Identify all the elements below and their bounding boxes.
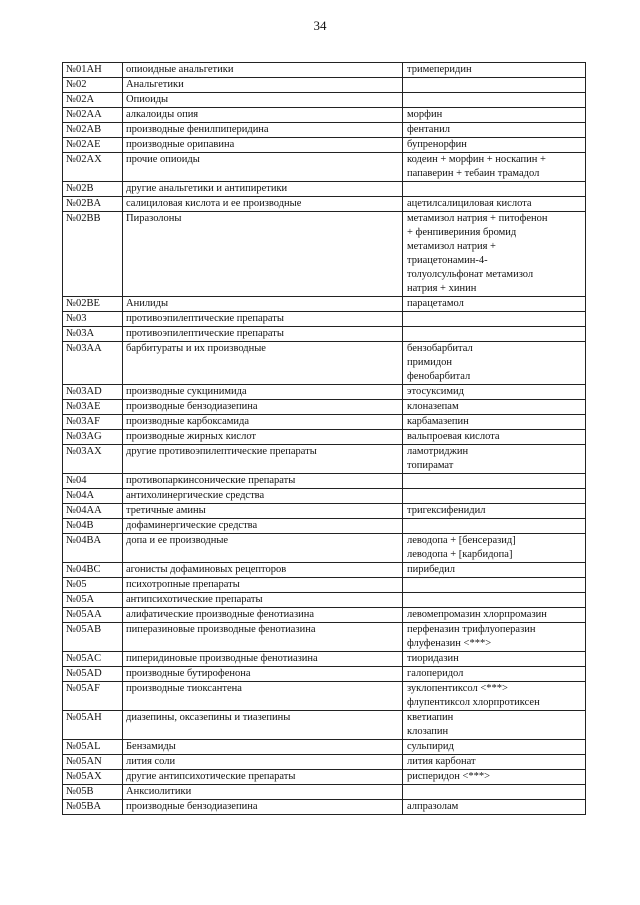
table-body xyxy=(63,63,586,815)
atc-code-cell: №02AA xyxy=(63,108,123,123)
table-row xyxy=(63,519,586,534)
group-name-cell: антихолинергические средства xyxy=(123,489,403,504)
drug-list-cell xyxy=(403,519,586,534)
drug-list-cell xyxy=(403,770,586,785)
atc-code-cell: №05 xyxy=(63,578,123,593)
drug-classification-table xyxy=(62,62,586,815)
atc-code-cell: №02AB xyxy=(63,123,123,138)
atc-code-cell: №02A xyxy=(63,93,123,108)
drug-list-cell xyxy=(403,153,586,182)
drug-name: тримеперидин xyxy=(407,64,472,75)
drug-name: лития карбонат xyxy=(407,756,476,767)
group-name-cell: агонисты дофаминовых рецепторов xyxy=(123,563,403,578)
atc-code-cell: №05AL xyxy=(63,740,123,755)
drug-name: клоназепам xyxy=(407,401,459,412)
drug-list-cell xyxy=(403,800,586,815)
table-row xyxy=(63,327,586,342)
table-row xyxy=(63,593,586,608)
table-row xyxy=(63,578,586,593)
drug-list-cell xyxy=(403,78,586,93)
drug-list-cell xyxy=(403,534,586,563)
table-row xyxy=(63,563,586,578)
atc-code-cell: №05AN xyxy=(63,755,123,770)
atc-code-cell: №03AX xyxy=(63,445,123,474)
atc-code-cell: №05BA xyxy=(63,800,123,815)
drug-list-cell xyxy=(403,682,586,711)
drug-list-cell xyxy=(403,711,586,740)
table-row xyxy=(63,108,586,123)
drug-name: тригексифенидил xyxy=(407,505,486,516)
table-row xyxy=(63,312,586,327)
atc-code-cell: №04 xyxy=(63,474,123,489)
group-name-cell: Анальгетики xyxy=(123,78,403,93)
drug-list-cell xyxy=(403,342,586,385)
group-name-cell: алифатические производные фенотиазина xyxy=(123,608,403,623)
table-row xyxy=(63,430,586,445)
drug-name: бупренорфин xyxy=(407,139,467,150)
drug-list-cell xyxy=(403,593,586,608)
drug-name: метамизол натрия + xyxy=(407,241,496,252)
group-name-cell: пиперидиновые производные фенотиазина xyxy=(123,652,403,667)
drug-name: триацетонамин-4- xyxy=(407,255,488,266)
atc-code-cell: №05A xyxy=(63,593,123,608)
drug-list-cell xyxy=(403,474,586,489)
group-name-cell: дофаминергические средства xyxy=(123,519,403,534)
group-name-cell: Пиразолоны xyxy=(123,212,403,297)
table-row xyxy=(63,800,586,815)
group-name-cell: другие антипсихотические препараты xyxy=(123,770,403,785)
group-name-cell: Анксиолитики xyxy=(123,785,403,800)
page-number: 34 xyxy=(313,18,327,33)
drug-list-cell xyxy=(403,385,586,400)
drug-list-cell xyxy=(403,563,586,578)
table-row xyxy=(63,755,586,770)
drug-name: этосуксимид xyxy=(407,386,464,397)
drug-list-cell xyxy=(403,312,586,327)
atc-code-cell: №03 xyxy=(63,312,123,327)
drug-list-cell xyxy=(403,652,586,667)
atc-code-cell: №02B xyxy=(63,182,123,197)
table-row xyxy=(63,711,586,740)
atc-code-cell: №02BB xyxy=(63,212,123,297)
drug-list-cell xyxy=(403,578,586,593)
drug-name: кветиапин xyxy=(407,712,454,723)
drug-list-cell xyxy=(403,182,586,197)
drug-name: леводопа + [бенсеразид] xyxy=(407,535,516,546)
table-row xyxy=(63,153,586,182)
table-row xyxy=(63,78,586,93)
group-name-cell: Опиоиды xyxy=(123,93,403,108)
atc-code-cell: №01AH xyxy=(63,63,123,78)
drug-name: топирамат xyxy=(407,460,454,471)
group-name-cell: диазепины, оксазепины и тиазепины xyxy=(123,711,403,740)
drug-name: вальпроевая кислота xyxy=(407,431,500,442)
group-name-cell: производные сукцинимида xyxy=(123,385,403,400)
group-name-cell: производные жирных кислот xyxy=(123,430,403,445)
group-name-cell: производные бензодиазепина xyxy=(123,800,403,815)
drug-name: кодеин + морфин + носкапин + xyxy=(407,154,546,165)
drug-name: алпразолам xyxy=(407,801,459,812)
group-name-cell: барбитураты и их производные xyxy=(123,342,403,385)
table-row xyxy=(63,534,586,563)
group-name-cell: другие анальгетики и антипиретики xyxy=(123,182,403,197)
table-row xyxy=(63,770,586,785)
atc-code-cell: №05AC xyxy=(63,652,123,667)
atc-code-cell: №05B xyxy=(63,785,123,800)
drug-name: тиоридазин xyxy=(407,653,459,664)
table-row xyxy=(63,415,586,430)
group-name-cell: противоэпилептические препараты xyxy=(123,312,403,327)
group-name-cell: противопаркинсонические препараты xyxy=(123,474,403,489)
group-name-cell: антипсихотические препараты xyxy=(123,593,403,608)
drug-list-cell xyxy=(403,400,586,415)
table-row xyxy=(63,212,586,297)
group-name-cell: противоэпилептические препараты xyxy=(123,327,403,342)
drug-name: морфин xyxy=(407,109,443,120)
table-row xyxy=(63,489,586,504)
drug-list-cell xyxy=(403,489,586,504)
table-row xyxy=(63,182,586,197)
drug-list-cell xyxy=(403,504,586,519)
table-row xyxy=(63,445,586,474)
table-row xyxy=(63,474,586,489)
atc-code-cell: №03AF xyxy=(63,415,123,430)
drug-name: ламотриджин xyxy=(407,446,469,457)
group-name-cell: допа и ее производные xyxy=(123,534,403,563)
drug-list-cell xyxy=(403,63,586,78)
table-row xyxy=(63,400,586,415)
drug-name: натрия + хинин xyxy=(407,283,477,294)
atc-code-cell: №05AD xyxy=(63,667,123,682)
atc-code-cell: №05AF xyxy=(63,682,123,711)
drug-list-cell xyxy=(403,740,586,755)
group-name-cell: производные карбоксамида xyxy=(123,415,403,430)
atc-code-cell: №02BA xyxy=(63,197,123,212)
drug-name: рисперидон <***> xyxy=(407,771,491,782)
table-row xyxy=(63,608,586,623)
drug-name: парацетамол xyxy=(407,298,464,309)
atc-code-cell: №04AA xyxy=(63,504,123,519)
drug-list-cell xyxy=(403,755,586,770)
drug-list-cell xyxy=(403,297,586,312)
atc-code-cell: №03AG xyxy=(63,430,123,445)
table-row xyxy=(63,623,586,652)
table-row xyxy=(63,785,586,800)
atc-code-cell: №05AX xyxy=(63,770,123,785)
atc-code-cell: №04A xyxy=(63,489,123,504)
group-name-cell: третичные амины xyxy=(123,504,403,519)
drug-list-cell xyxy=(403,108,586,123)
atc-code-cell: №02BE xyxy=(63,297,123,312)
atc-code-cell: №02 xyxy=(63,78,123,93)
group-name-cell: производные тиоксантена xyxy=(123,682,403,711)
drug-name: толуолсульфонат метамизол xyxy=(407,269,534,280)
table-row xyxy=(63,667,586,682)
group-name-cell: прочие опиоиды xyxy=(123,153,403,182)
drug-list-cell xyxy=(403,430,586,445)
drug-list-cell xyxy=(403,785,586,800)
drug-name: примидон xyxy=(407,357,452,368)
table-row xyxy=(63,342,586,385)
group-name-cell: производные бензодиазепина xyxy=(123,400,403,415)
group-name-cell: Анилиды xyxy=(123,297,403,312)
drug-list-cell xyxy=(403,327,586,342)
drug-name: галоперидол xyxy=(407,668,464,679)
atc-code-cell: №05AA xyxy=(63,608,123,623)
table-row xyxy=(63,123,586,138)
table-row xyxy=(63,297,586,312)
drug-name: карбамазепин xyxy=(407,416,469,427)
atc-code-cell: №02AE xyxy=(63,138,123,153)
drug-list-cell xyxy=(403,623,586,652)
group-name-cell: алкалоиды опия xyxy=(123,108,403,123)
table-row xyxy=(63,385,586,400)
atc-code-cell: №05AB xyxy=(63,623,123,652)
atc-code-cell: №03AD xyxy=(63,385,123,400)
atc-code-cell: №04BA xyxy=(63,534,123,563)
table-row xyxy=(63,93,586,108)
group-name-cell: другие противоэпилептические препараты xyxy=(123,445,403,474)
drug-list-cell xyxy=(403,445,586,474)
drug-name: сульпирид xyxy=(407,741,454,752)
atc-code-cell: №04BC xyxy=(63,563,123,578)
atc-code-cell: №05AH xyxy=(63,711,123,740)
drug-name: пирибедил xyxy=(407,564,456,575)
drug-list-cell xyxy=(403,138,586,153)
drug-list-cell xyxy=(403,93,586,108)
drug-name: перфеназин трифлуоперазин xyxy=(407,624,536,635)
table-row xyxy=(63,138,586,153)
drug-list-cell xyxy=(403,415,586,430)
drug-name: леводопа + [карбидопа] xyxy=(407,549,513,560)
group-name-cell: производные орипавина xyxy=(123,138,403,153)
atc-code-cell: №03A xyxy=(63,327,123,342)
table-row xyxy=(63,63,586,78)
drug-list-cell xyxy=(403,608,586,623)
drug-name: левомепромазин хлорпромазин xyxy=(407,609,547,620)
table-row xyxy=(63,682,586,711)
drug-list-cell xyxy=(403,197,586,212)
table-row xyxy=(63,197,586,212)
drug-name: + фенпивериния бромид xyxy=(407,227,517,238)
group-name-cell: пиперазиновые производные фенотиазина xyxy=(123,623,403,652)
group-name-cell: лития соли xyxy=(123,755,403,770)
drug-name: фентанил xyxy=(407,124,450,135)
table-row xyxy=(63,652,586,667)
group-name-cell: салициловая кислота и ее производные xyxy=(123,197,403,212)
group-name-cell: психотропные препараты xyxy=(123,578,403,593)
atc-code-cell: №02AX xyxy=(63,153,123,182)
drug-name: бензобарбитал xyxy=(407,343,473,354)
drug-list-cell xyxy=(403,212,586,297)
drug-name: клозапин xyxy=(407,726,449,737)
atc-code-cell: №04B xyxy=(63,519,123,534)
table-row xyxy=(63,740,586,755)
atc-code-cell: №03AA xyxy=(63,342,123,385)
drug-list-cell xyxy=(403,123,586,138)
group-name-cell: производные бутирофенона xyxy=(123,667,403,682)
atc-code-cell: №03AE xyxy=(63,400,123,415)
group-name-cell: опиоидные анальгетики xyxy=(123,63,403,78)
drug-name: фенобарбитал xyxy=(407,371,471,382)
drug-name: метамизол натрия + питофенон xyxy=(407,213,548,224)
drug-name: зуклопентиксол <***> xyxy=(407,683,508,694)
group-name-cell: производные фенилпиперидина xyxy=(123,123,403,138)
drug-name: флуфеназин <***> xyxy=(407,638,492,649)
drug-name: флупентиксол хлорпротиксен xyxy=(407,697,540,708)
group-name-cell: Бензамиды xyxy=(123,740,403,755)
drug-list-cell xyxy=(403,667,586,682)
table-row xyxy=(63,504,586,519)
drug-name: ацетилсалициловая кислота xyxy=(407,198,532,209)
drug-name: папаверин + тебаин трамадол xyxy=(407,168,540,179)
